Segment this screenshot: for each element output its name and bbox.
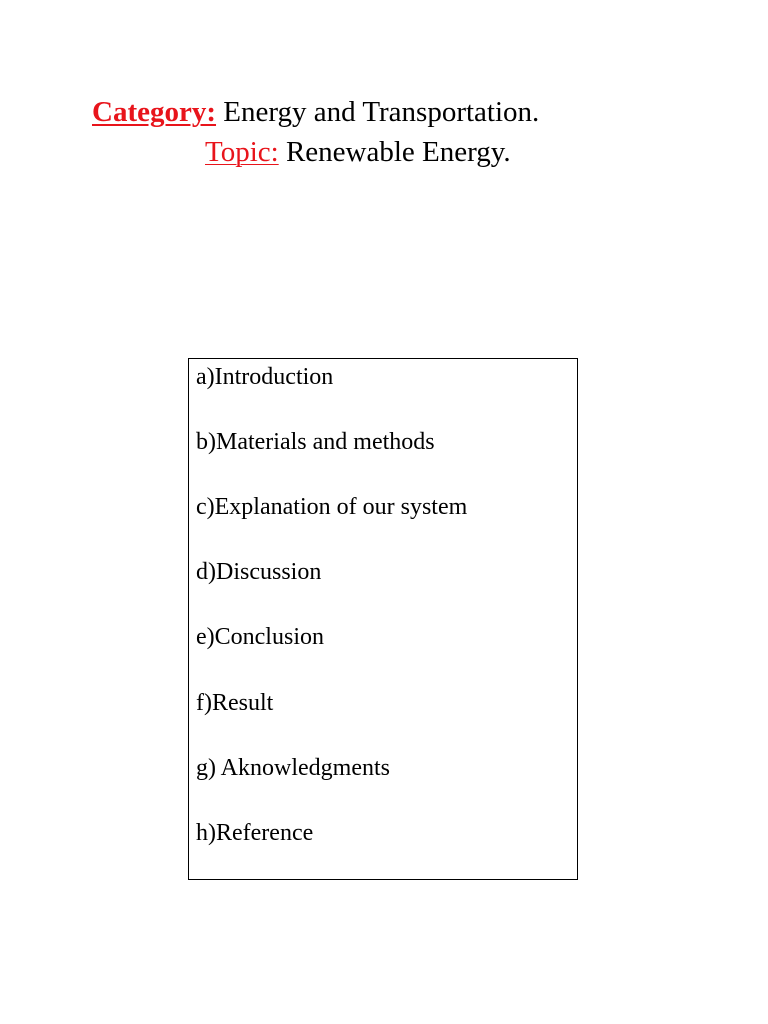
contents-item-explanation-of-system: c)Explanation of our system bbox=[196, 494, 468, 520]
category-line bbox=[92, 94, 539, 130]
table-of-contents-box bbox=[188, 358, 578, 880]
contents-item-materials-and-methods: b)Materials and methods bbox=[196, 429, 435, 455]
contents-item-introduction: a)Introduction bbox=[196, 364, 334, 390]
topic-line bbox=[205, 134, 511, 170]
contents-item-reference: h)Reference bbox=[196, 820, 314, 846]
topic-label: Topic: bbox=[205, 136, 279, 168]
category-value: Energy and Transportation. bbox=[216, 96, 540, 128]
contents-item-conclusion: e)Conclusion bbox=[196, 624, 324, 650]
contents-item-result: f)Result bbox=[196, 690, 274, 716]
topic-value: Renewable Energy. bbox=[278, 136, 511, 168]
category-label: Category: bbox=[92, 96, 217, 128]
contents-item-discussion: d)Discussion bbox=[196, 559, 322, 585]
contents-item-acknowledgments: g) Aknowledgments bbox=[196, 755, 390, 781]
